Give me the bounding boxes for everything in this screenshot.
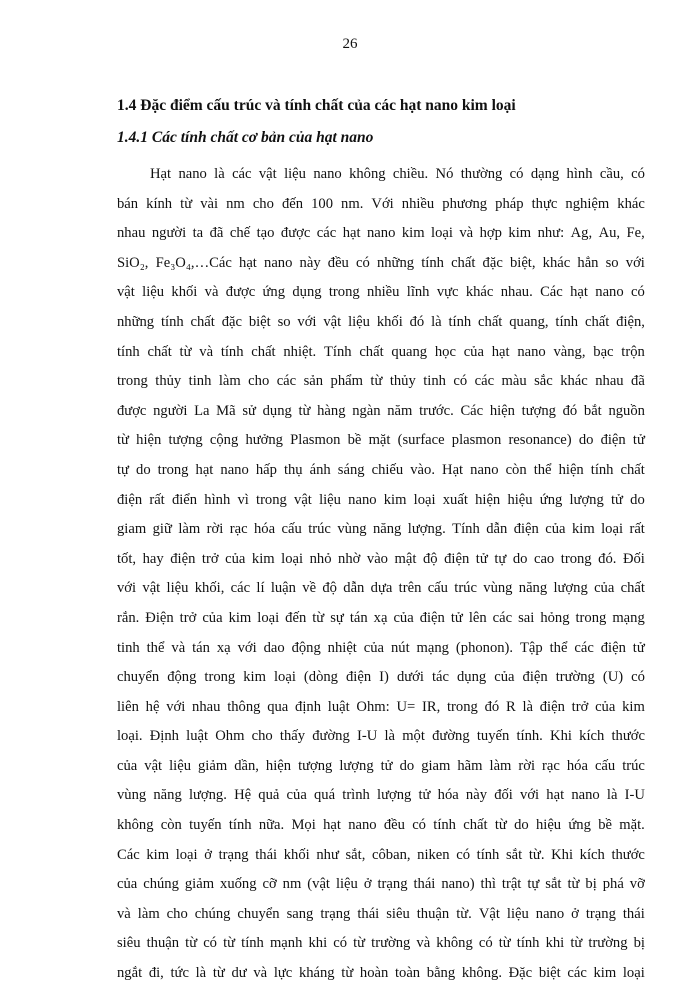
paragraph-line: giam giữ làm rời rạc hóa cấu trúc vùng năng lượng. Tính dẫn điện của kim loại rất [117,521,645,538]
paragraph-line: tốt, hay điện trở của kim loại nhỏ nhờ vào mật độ điện tử tự do cao trong đó. Đối [117,550,645,567]
paragraph-line: Các kim loại ở trạng thái khối như sắt, côban, niken có tính sắt từ. Khi kích thước [117,846,645,863]
subsection-heading: 1.4.1 Các tính chất cơ bản của hạt nano [117,129,374,146]
paragraph-line: từ hiện tượng cộng hưởng Plasmon bề mặt (surface plasmon resonance) do điện tử [117,432,645,449]
paragraph-line: tự do trong hạt nano hấp thụ ánh sáng chiếu vào. Hạt nano còn thể hiện tính chất [117,461,645,478]
paragraph-line: trong thủy tinh làm cho các sản phẩm từ thủy tinh có các màu sắc khác nhau đã [117,373,645,390]
paragraph-line: chuyển động trong kim loại (dòng điện I) dưới tác dụng của điện trường (U) có [117,669,645,686]
paragraph-line: vật liệu khối và được ứng dụng trong nhiều lĩnh vực khác nhau. Các hạt nano có [117,284,645,301]
paragraph-line: rắn. Điện trở của kim loại đến từ sự tán xạ của điện tử lên các sai hỏng trong mạng [117,609,645,626]
paragraph-line: vùng năng lượng. Hệ quả của quá trình lượng tử hóa này đối với hạt nano là I-U [117,787,645,804]
paragraph-line: điện rất điển hình vì trong vật liệu nano kim loại xuất hiện hiệu ứng lượng tử do [117,491,645,508]
paragraph-line: liên hệ với nhau thông qua định luật Ohm: U= IR, trong đó R là điện trở của kim [117,698,645,715]
paragraph-line: bán kính từ vài nm cho đến 100 nm. Với nhiều phương pháp thực nghiệm khác [117,195,645,212]
paragraph-line: siêu thuận từ có từ tính mạnh khi có từ trường và không có từ tính khi từ trường bị [117,935,645,952]
paragraph-line: những tính chất đặc biệt so với vật liệu khối đó là tính chất quang, tính chất điện, [117,313,645,330]
paragraph-line: nhau người ta đã chế tạo được các hạt nano kim loại và hợp kim như: Ag, Au, Fe, [117,225,645,242]
page-number: 26 [342,36,358,52]
paragraph-line: của chúng giảm xuống cỡ nm (vật liệu ở trạng thái nano) thì trật tự sắt từ bị phá vỡ [117,876,645,893]
paragraph-line: ngắt đi, tức là từ dư và lực kháng từ hoàn toàn bằng không. Đặc biệt các kim loại [117,965,645,982]
paragraph-line: với vật liệu khối, các lí luận về độ dẫn dựa trên cấu trúc vùng năng lượng của chất [117,580,645,597]
paragraph-line: được người La Mã sử dụng từ hàng ngàn năm trước. Các hiện tượng đó bắt nguồn [117,402,645,419]
paragraph-line: không còn tuyến tính nữa. Mọi hạt nano đều có tính chất từ do hiệu ứng bề mặt. [117,817,645,834]
paragraph-line: tinh thể và tán xạ với dao động nhiệt của nút mạng (phonon). Tập thể các điện tử [117,639,645,656]
paragraph-line: loại. Định luật Ohm cho thấy đường I-U là một đường tuyến tính. Khi kích thước [117,728,645,745]
paragraph-line: và làm cho chúng chuyển sang trạng thái siêu thuận từ. Vật liệu nano ở trạng thái [117,905,645,922]
paragraph-line: Hạt nano là các vật liệu nano không chiều. Nó thường có dạng hình cầu, có [150,166,645,182]
paragraph-line: SiO₂, Fe₃O₄,…Các hạt nano này đều có những tính chất đặc biệt, khác hẳn so với [117,254,645,271]
paragraph-line: tính chất từ và tính chất nhiệt. Tính chất quang học của hạt nano vàng, bạc trộn [117,343,645,360]
section-heading: 1.4 Đặc điểm cấu trúc và tính chất của các hạt nano kim loại [117,97,516,114]
body-paragraph [117,162,645,991]
paragraph-line: của vật liệu giảm dần, hiện tượng lượng tử do giam hãm làm rời rạc hóa cấu trúc [117,757,645,774]
